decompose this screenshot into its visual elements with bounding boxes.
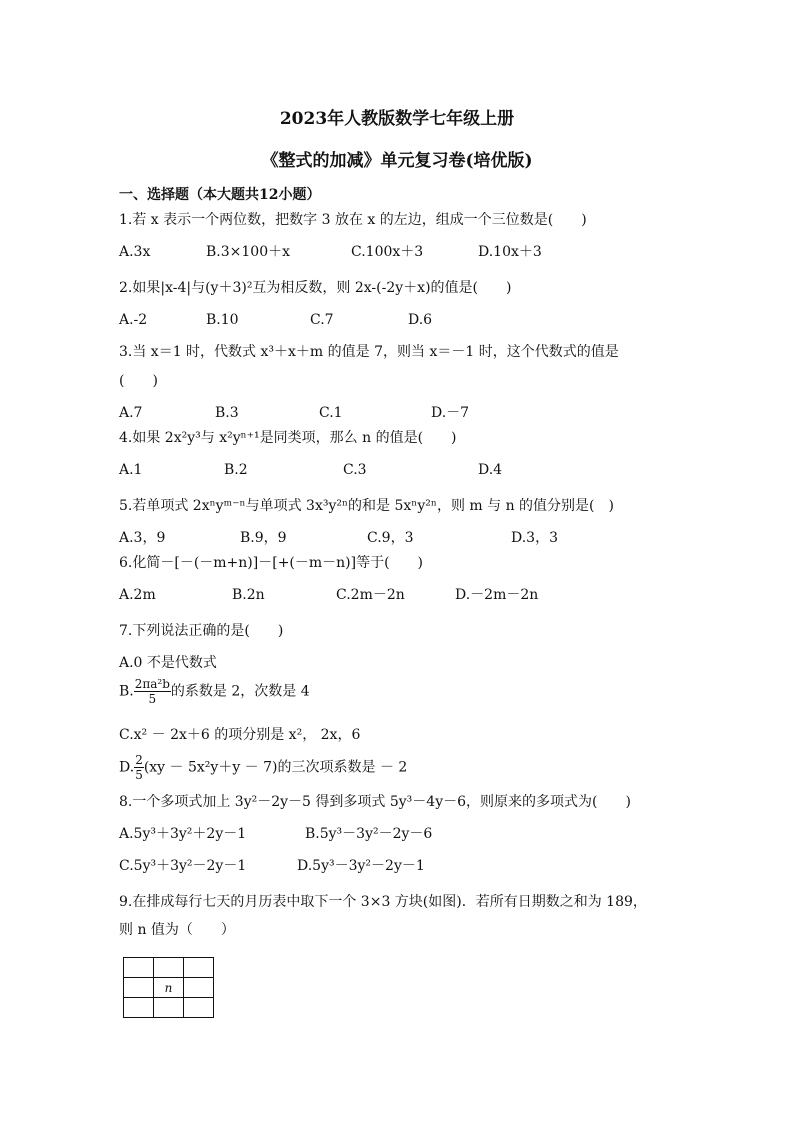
q2-option-c: C.7 xyxy=(310,312,334,328)
calendar-3x3-grid xyxy=(123,957,214,1018)
grid-cell xyxy=(124,958,154,978)
q6-option-d: D.－2m－2n xyxy=(455,587,539,603)
q3-option-d: D.－7 xyxy=(431,405,470,421)
document-subtitle: 《整式的加减》单元复习卷(培优版) xyxy=(261,151,533,171)
q2-option-a: A.-2 xyxy=(119,312,148,328)
q7-option-b xyxy=(119,677,310,706)
q3-option-b: B.3 xyxy=(215,405,239,421)
grid-cell xyxy=(184,958,214,978)
q3-option-c: C.1 xyxy=(319,405,343,421)
q5-option-d: D.3，3 xyxy=(511,530,558,546)
q7-option-d-denominator: 5 xyxy=(135,768,143,782)
grid-cell xyxy=(184,978,214,998)
q4-option-d: D.4 xyxy=(478,462,503,478)
question-4-stem: 4.如果 2x²y³与 x²yⁿ⁺¹是同类项，那么 n 的值是( ) xyxy=(119,430,457,446)
q5-option-b: B.9，9 xyxy=(240,530,287,546)
grid-cell xyxy=(154,998,184,1018)
q7-option-b-numerator: 2πa²b xyxy=(134,677,170,691)
q7-option-d-fraction xyxy=(134,753,144,782)
q7-option-d-label: D. xyxy=(119,759,135,776)
question-6-stem: 6.化简－[－(－m+n)]－[+(－m－n)]等于( ) xyxy=(119,555,424,571)
question-1-stem: 1.若 x 表示一个两位数，把数字 3 放在 x 的左边，组成一个三位数是( ) xyxy=(119,212,587,228)
q8-option-a: A.5y³＋3y²＋2y－1 xyxy=(119,826,247,842)
q2-option-b: B.10 xyxy=(206,312,239,328)
question-5-stem: 5.若单项式 2xⁿyᵐ⁻ⁿ与单项式 3x³y²ⁿ的和是 5xⁿy²ⁿ，则 m 与 n 的值分别是( ) xyxy=(119,498,614,514)
q1-option-c: C.100x＋3 xyxy=(351,244,424,260)
q6-option-a: A.2m xyxy=(119,587,156,603)
q4-option-c: C.3 xyxy=(343,462,367,478)
question-9-stem-cont: 则 n 值为（ ） xyxy=(119,922,235,938)
q7-option-b-fraction xyxy=(134,677,171,706)
grid-cell xyxy=(124,998,154,1018)
grid-cell xyxy=(124,978,154,998)
q8-option-c: C.5y³＋3y²－2y－1 xyxy=(119,858,247,874)
grid-cell-center: n xyxy=(154,978,184,998)
q7-option-b-denominator: 5 xyxy=(148,692,157,706)
q7-option-d-numerator: 2 xyxy=(135,753,143,767)
q4-option-a: A.1 xyxy=(119,462,143,478)
q7-option-b-label: B. xyxy=(119,683,134,700)
grid-cell xyxy=(184,998,214,1018)
q8-option-d: D.5y³－3y²－2y－1 xyxy=(297,858,425,874)
q4-option-b: B.2 xyxy=(224,462,248,478)
q1-option-d: D.10x＋3 xyxy=(478,244,542,260)
q1-option-a: A.3x xyxy=(119,244,151,260)
question-3-stem: 3.当 x＝1 时，代数式 x³＋x＋m 的值是 7，则当 x＝－1 时，这个代数式的值是 xyxy=(119,344,619,360)
q3-option-a: A.7 xyxy=(119,405,143,421)
section-heading: 一、选择题（本大题共12小题） xyxy=(119,187,321,203)
question-2-stem: 2.如果|x-4|与(y＋3)²互为相反数，则 2x-(-2y＋x)的值是( ) xyxy=(119,280,512,296)
grid-cell xyxy=(154,958,184,978)
q6-option-b: B.2n xyxy=(232,587,265,603)
question-3-stem-cont: ( ) xyxy=(119,373,158,389)
q7-option-b-tail: 的系数是 2，次数是 4 xyxy=(170,683,310,700)
q6-option-c: C.2m－2n xyxy=(336,587,405,603)
q5-option-a: A.3，9 xyxy=(119,530,166,546)
question-9-stem: 9.在排成每行七天的月历表中取下一个 3×3 方块(如图)．若所有日期数之和为 189， xyxy=(119,894,647,910)
q1-option-b: B.3×100＋x xyxy=(206,244,290,260)
q8-option-b: B.5y³－3y²－2y－6 xyxy=(305,826,433,842)
q7-option-d xyxy=(119,753,407,782)
q7-option-d-tail: (xy － 5x²y＋y － 7)的三次项系数是 － 2 xyxy=(143,759,408,776)
document-title: 2023年人教版数学七年级上册 xyxy=(279,109,515,129)
question-8-stem: 8.一个多项式加上 3y²－2y－5 得到多项式 5y³－4y－6，则原来的多项式为( ) xyxy=(119,794,631,810)
q7-option-a: A.0 不是代数式 xyxy=(119,655,217,671)
q7-option-c: C.x² － 2x＋6 的项分别是 x²， 2x，6 xyxy=(119,727,361,743)
question-7-stem: 7.下列说法正确的是( ) xyxy=(119,623,284,639)
q2-option-d: D.6 xyxy=(408,312,433,328)
q5-option-c: C.9，3 xyxy=(367,530,414,546)
